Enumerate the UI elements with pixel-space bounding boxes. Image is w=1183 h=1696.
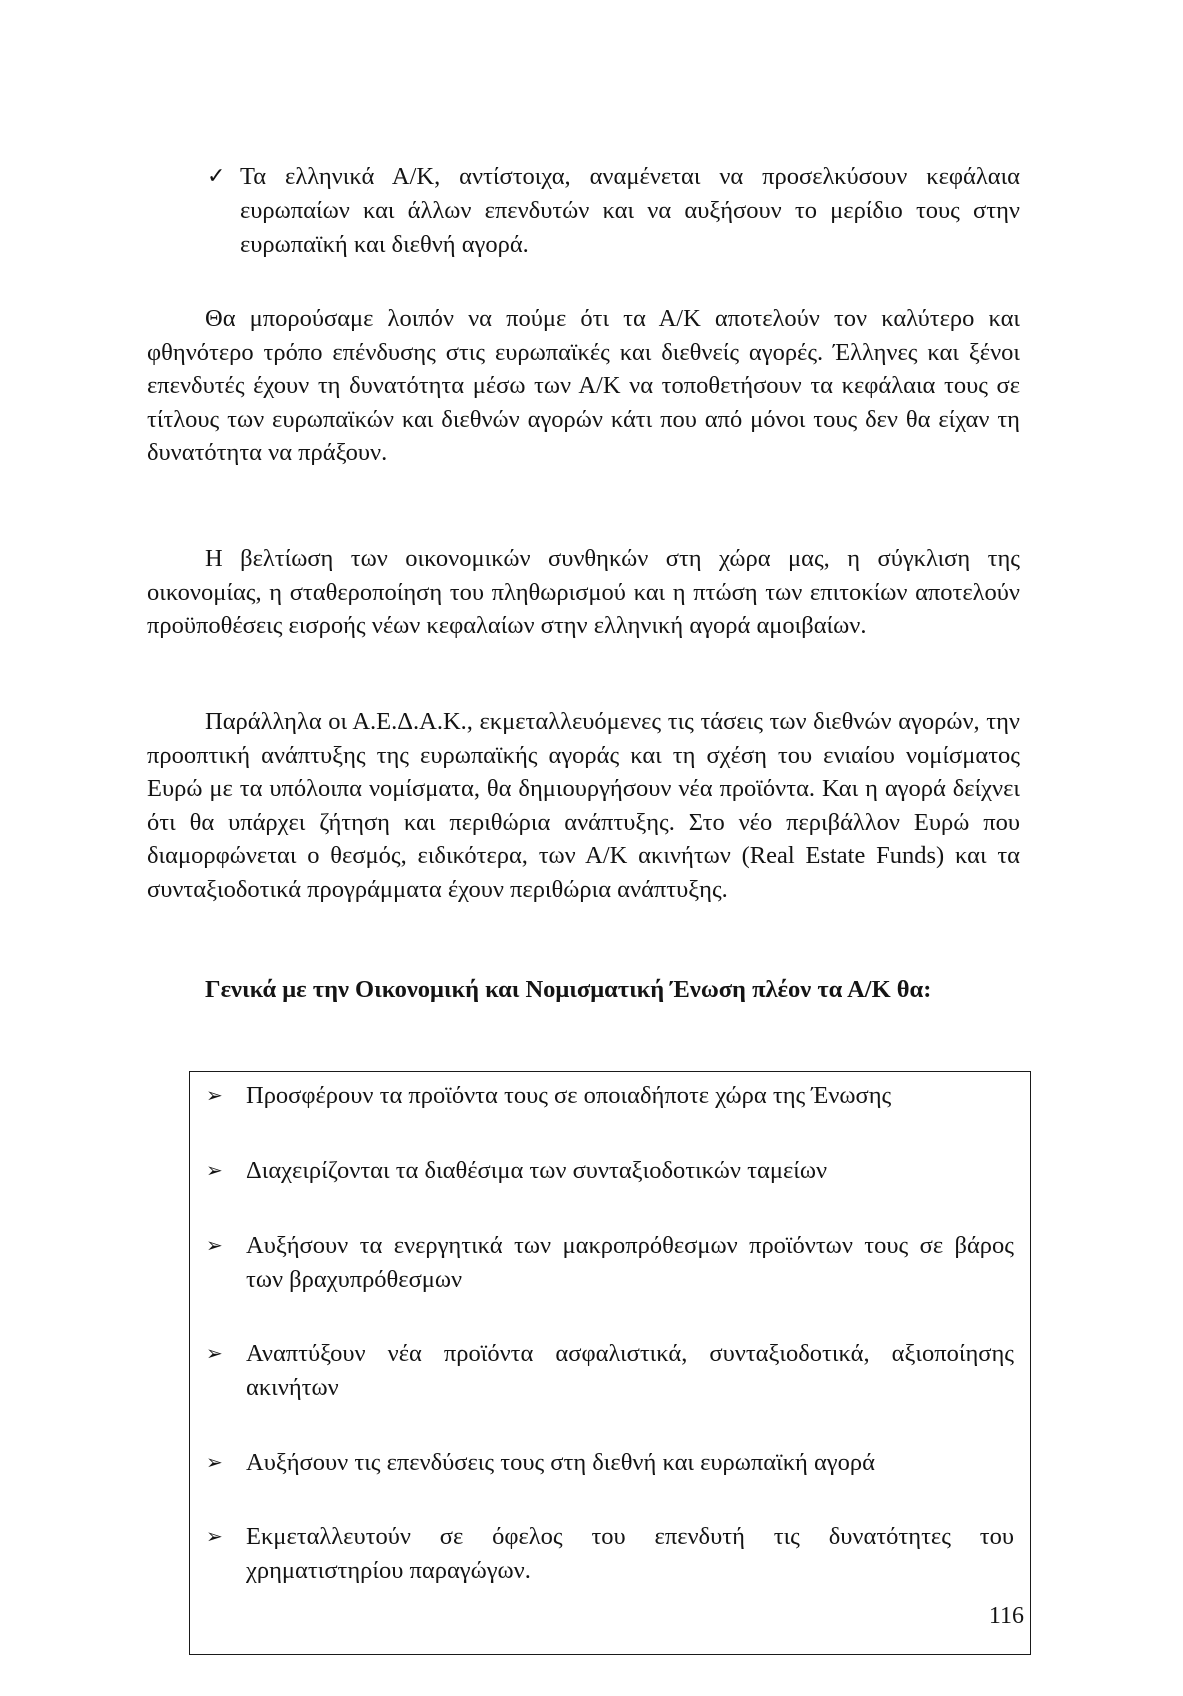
- section-heading: Γενικά με την Οικονομική και Νομισματική Ένωση πλέον τα Α/Κ θα:: [205, 976, 932, 1003]
- checkmark-paragraph: [207, 160, 1020, 262]
- list-item: [206, 1446, 1014, 1480]
- list-item-text: Προσφέρουν τα προϊόντα τους σε οποιαδήποτε χώρα της Ένωσης: [246, 1082, 892, 1109]
- list-item: [206, 1229, 1014, 1296]
- checkmark-paragraph-text: Τα ελληνικά Α/Κ, αντίστοιχα, αναμένεται να προσελκύσουν κεφάλαια ευρωπαίων και άλλων επενδυτών και να αυξήσουν το μερίδιο τους στην ευρωπαϊκή και διεθνή αγορά.: [240, 163, 1020, 258]
- arrow-bullet-icon: ➢: [206, 1450, 223, 1474]
- body-paragraph: Η βελτίωση των οικονομικών συνθηκών στη χώρα μας, η σύγκλιση της οικονομίας, η σταθεροποίηση του πληθωρισμού και η πτώση των επιτοκίων αποτελούν προϋποθέσεις εισροής νέων κεφαλαίων στην ελληνική αγορά αμοιβαίων.: [147, 545, 1020, 639]
- arrow-bullet-icon: ➢: [206, 1233, 223, 1257]
- checkmark-icon: ✓: [207, 164, 226, 189]
- arrow-bullet-icon: ➢: [206, 1341, 223, 1365]
- list-item-text: Εκμεταλλευτούν σε όφελος του επενδυτή τις δυνατότητες του χρηματιστηρίου παραγώγων.: [246, 1523, 1014, 1584]
- page-number: 116: [988, 1603, 1024, 1629]
- list-item-text: Διαχειρίζονται τα διαθέσιμα των συνταξιοδοτικών ταμείων: [246, 1157, 828, 1184]
- list-item: [206, 1337, 1014, 1404]
- arrow-bullet-icon: ➢: [206, 1524, 223, 1548]
- list-item: [206, 1079, 1014, 1113]
- list-item: [206, 1154, 1014, 1188]
- body-paragraph: Παράλληλα οι Α.Ε.Δ.Α.Κ., εκμεταλλευόμενες τις τάσεις των διεθνών αγορών, την προοπτική ανάπτυξης της ευρωπαϊκής αγοράς και τη σχέση του ενιαίου νομίσματος Ευρώ με τα υπόλοιπα νομίσματα, θα δημιουργήσουν νέα προϊόντα. Και η αγορά δείχνει ότι θα υπάρχει ζήτηση και περιθώρια ανάπτυξης. Στο νέο περιβάλλον Ευρώ που διαμορφώνεται ο θεσμός, ειδικότερα, των Α/Κ ακινήτων (Real Estate Funds) και τα συνταξιοδοτικά προγράμματα έχουν περιθώρια ανάπτυξης.: [147, 708, 1020, 903]
- body-paragraph: Θα μπορούσαμε λοιπόν να πούμε ότι τα Α/Κ αποτελούν τον καλύτερο και φθηνότερο τρόπο επένδυσης στις ευρωπαϊκές και διεθνείς αγορές. Έλληνες και ξένοι επενδυτές έχουν τη δυνατότητα μέσω των Α/Κ να τοποθετήσουν τα κεφάλαια τους σε τίτλους των ευρωπαϊκών και διεθνών αγορών κάτι που από μόνοι τους δεν θα είχαν τη δυνατότητα να πράξουν.: [147, 305, 1020, 466]
- arrow-bullet-icon: ➢: [206, 1083, 223, 1107]
- list-item-text: Αυξήσουν τα ενεργητικά των μακροπρόθεσμων προϊόντων τους σε βάρος των βραχυπρόθεσμων: [246, 1232, 1014, 1293]
- list-item-text: Αυξήσουν τις επενδύσεις τους στη διεθνή και ευρωπαϊκή αγορά: [246, 1449, 875, 1476]
- list-item-text: Αναπτύξουν νέα προϊόντα ασφαλιστικά, συνταξιοδοτικά, αξιοποίησης ακινήτων: [246, 1340, 1014, 1401]
- arrow-bullet-icon: ➢: [206, 1158, 223, 1182]
- list-item: [206, 1520, 1014, 1587]
- bulleted-list-box: [189, 1071, 1031, 1655]
